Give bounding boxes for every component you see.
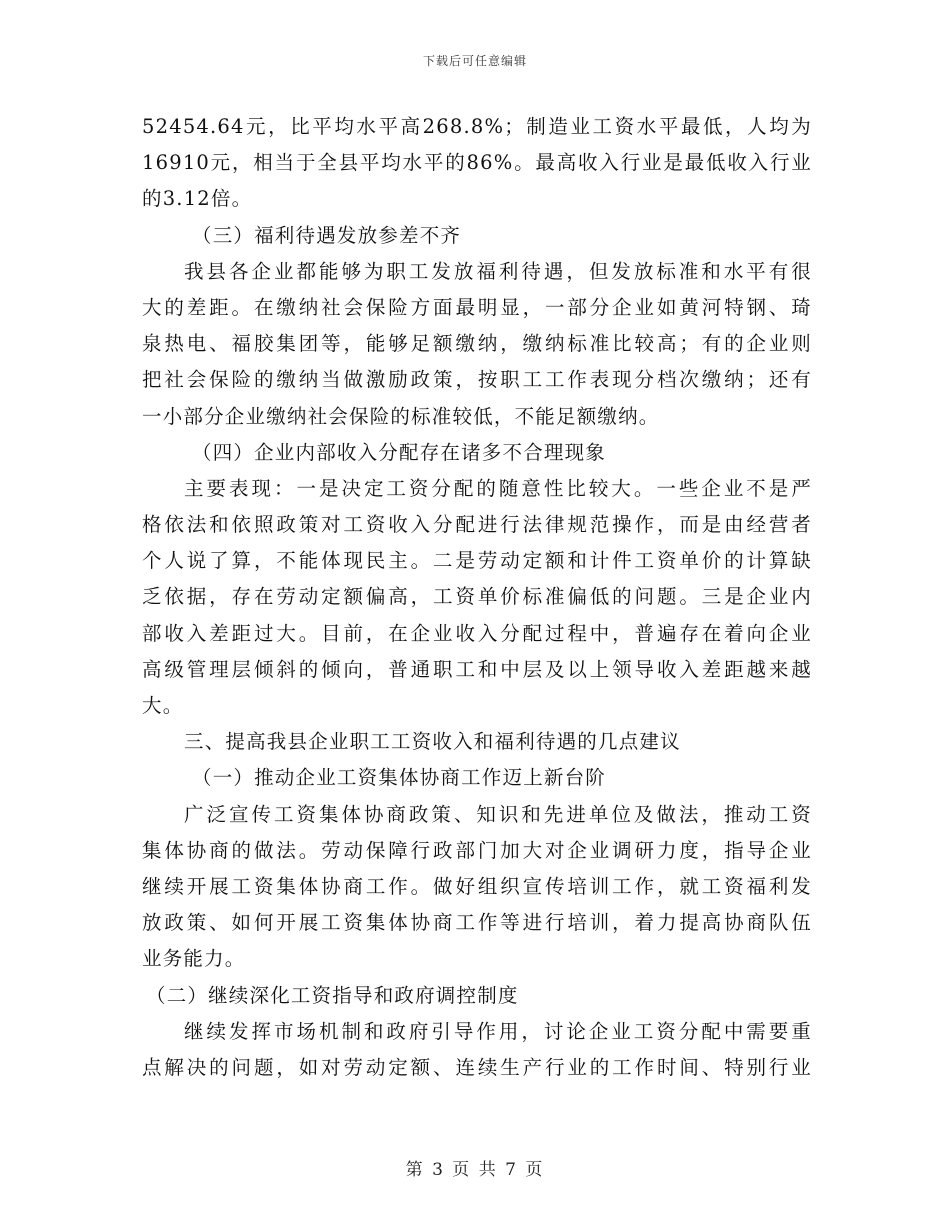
text-line: 大的差距。在缴纳社会保险方面最明显，一部分企业如黄河特钢、琦 [142,295,812,319]
text-line: 放政策、如何开展工资集体协商工作等进行培训，着力提高协商队伍 [142,911,812,935]
text-line: 泉热电、福胶集团等，能够足额缴纳，缴纳标准比较高；有的企业则 [142,332,812,356]
text-line: 继续发挥市场机制和政府引导作用，讨论企业工资分配中需要重 [184,1019,812,1043]
text-line: 业务能力。 [142,947,246,971]
text-line: 主要表现：一是决定工资分配的随意性比较大。一些企业不是严 [184,476,812,500]
section-heading: （一）推动企业工资集体协商工作迈上新台阶 [192,766,607,790]
text-line: 把社会保险的缴纳当做激励政策，按职工工作表现分档次缴纳；还有 [142,368,812,392]
text-line: 52454.64元，比平均水平高268.8%；制造业工资水平最低，人均为 [142,115,812,138]
text-line: 16910元，相当于全县平均水平的86%。最高收入行业是最低收入行业 [142,151,812,175]
text-line: 点解决的问题，如对劳动定额、连续生产行业的工作时间、特别行业 [142,1055,812,1079]
text-line: 部收入差距过大。目前，在企业收入分配过程中，普遍存在着向企业 [142,621,812,645]
text-line: 大。 [142,694,184,717]
text-line: 高级管理层倾斜的倾向，普通职工和中层及以上领导收入差距越来越 [142,657,812,681]
section-heading: 三、提高我县企业职工工资收入和福利待遇的几点建议 [184,730,681,754]
text-line: 我县各企业都能够为职工发放福利待遇，但发放标准和水平有很 [184,259,812,283]
text-line: 乏依据，存在劳动定额偏高，工资单价标准偏低的问题。三是企业内 [142,585,812,609]
text-line: 格依法和依照政策对工资收入分配进行法律规范操作，而是由经营者 [142,513,812,537]
text-line: 集体协商的做法。劳动保障行政部门加大对企业调研力度，指导企业 [142,838,812,862]
section-heading: （三）福利待遇发放参差不齐 [192,223,462,247]
document-body [142,109,812,1086]
page-number: 第 3 页 共 7 页 [405,1160,545,1180]
text-line: 继续开展工资集体协商工作。做好组织宣传培训工作，就工资福利发 [142,874,812,898]
text-line: 个人说了算，不能体现民主。二是劳动定额和计件工资单价的计算缺 [142,549,812,573]
text-line: 一小部分企业缴纳社会保险的标准较低，不能足额缴纳。 [142,404,660,428]
section-heading: （二）继续深化工资指导和政府调控制度 [146,983,519,1007]
text-line: 广泛宣传工资集体协商政策、知识和先进单位及做法，推动工资 [184,802,812,826]
text-line: 的3.12倍。 [142,187,253,211]
page-header: 下载后可任意编辑 [422,54,527,68]
section-heading: （四）企业内部收入分配存在诸多不合理现象 [192,440,607,464]
